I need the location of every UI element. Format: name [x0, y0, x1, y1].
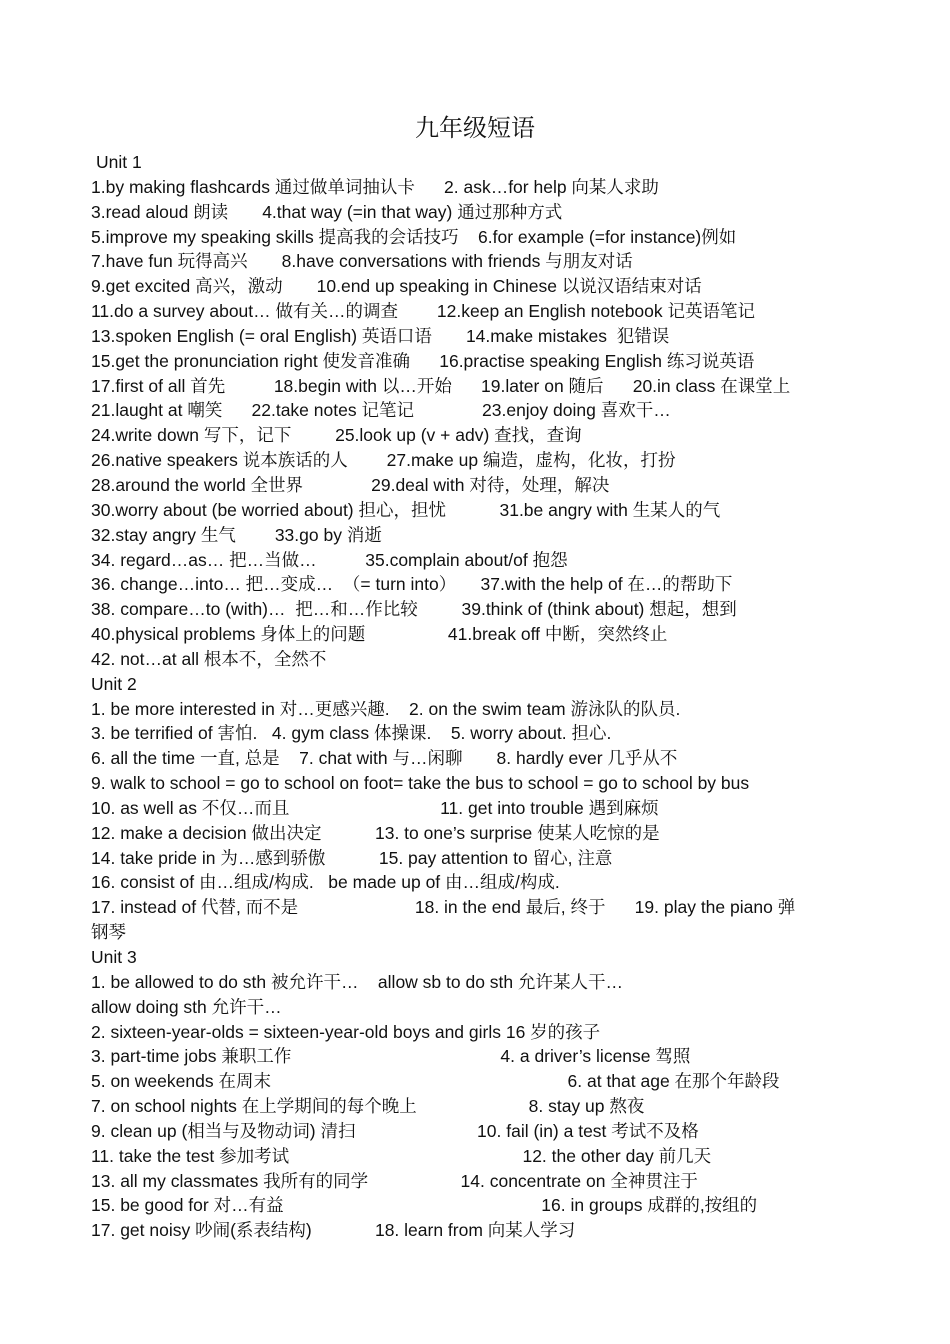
unit-heading: Unit 1	[96, 152, 142, 172]
phrase-line: 36. change…into… 把…变成… （= turn into） 37.with the help of 在…的帮助下	[91, 574, 733, 595]
phrase-line: 17. instead of 代替, 而不是 18. in the end 最后, 终于 19. play the piano 弹	[91, 897, 796, 918]
phrase-line: 17.first of all 首先 18.begin with 以…开始 19.later on 随后 20.in class 在课堂上	[91, 375, 791, 396]
phrase-line: 钢琴	[91, 922, 126, 943]
phrase-line: 15. be good for 对…有益 16. in groups 成群的,按组的	[91, 1195, 758, 1216]
phrase-line: 1. be allowed to do sth 被允许干… allow sb to do sth 允许某人干…	[91, 971, 624, 992]
phrase-line: 42. not…at all 根本不，全然不	[91, 648, 327, 669]
phrase-list	[91, 150, 871, 1243]
phrase-line: 3.read aloud 朗读 4.that way (=in that way) 通过那种方式	[91, 201, 563, 222]
phrase-line: 30.worry about (be worried about) 担心，担忧 31.be angry with 生某人的气	[91, 499, 721, 520]
unit-heading: Unit 2	[91, 673, 137, 694]
phrase-line: 21.laught at 嘲笑 22.take notes 记笔记 23.enjoy doing 喜欢干…	[91, 400, 671, 421]
phrase-line: 28.around the world 全世界 29.deal with 对待，处理，解决	[91, 474, 610, 495]
phrase-line: 26.native speakers 说本族话的人 27.make up 编造，虚构，化妆，打扮	[91, 450, 676, 471]
phrase-line: 11. take the test 参加考试 12. the other day 前几天	[91, 1145, 712, 1166]
phrase-line: 32.stay angry 生气 33.go by 消逝	[91, 524, 382, 545]
phrase-line: 24.write down 写下，记下 25.look up (v + adv) 查找，查询	[91, 425, 582, 446]
phrase-line: 5.improve my speaking skills 提高我的会话技巧 6.for example (=for instance)例如	[91, 226, 737, 247]
phrase-line: 5. on weekends 在周末 6. at that age 在那个年龄段	[91, 1071, 780, 1092]
phrase-line: 1. be more interested in 对…更感兴趣. 2. on the swim team 游泳队的队员.	[91, 698, 681, 719]
phrase-line: 38. compare…to (with)… 把…和…作比较 39.think of (think about) 想起，想到	[91, 599, 737, 620]
phrase-line: 16. consist of 由…组成/构成. be made up of 由…组成/构成.	[91, 872, 560, 893]
phrase-line: 40.physical problems 身体上的问题 41.break off 中断，突然终止	[91, 624, 668, 645]
phrase-line: 7. on school nights 在上学期间的每个晚上 8. stay up 熬夜	[91, 1096, 645, 1117]
phrase-line: 14. take pride in 为…感到骄傲 15. pay attention to 留心, 注意	[91, 847, 613, 868]
phrase-line: 12. make a decision 做出决定 13. to one’s surprise 使某人吃惊的是	[91, 822, 660, 843]
phrase-line: allow doing sth 允许干…	[91, 996, 282, 1017]
phrase-line: 13. all my classmates 我所有的同学 14. concentrate on 全神贯注于	[91, 1170, 698, 1191]
phrase-line: 2. sixteen-year-olds = sixteen-year-old boys and girls 16 岁的孩子	[91, 1021, 601, 1042]
page-title: 九年级短语	[415, 114, 535, 142]
phrase-line: 15.get the pronunciation right 使发音准确 16.practise speaking English 练习说英语	[91, 350, 755, 371]
phrase-line: 17. get noisy 吵闹(系表结构) 18. learn from 向某人学习	[91, 1220, 576, 1241]
phrase-line: 3. be terrified of 害怕. 4. gym class 体操课. 5. worry about. 担心.	[91, 723, 612, 744]
phrase-line: 34. regard…as… 把…当做… 35.complain about/of 抱怨	[91, 549, 568, 570]
unit-heading: Unit 3	[91, 947, 137, 967]
phrase-line: 3. part-time jobs 兼职工作 4. a driver’s license 驾照	[91, 1046, 691, 1067]
phrase-line: 9.get excited 高兴，激动 10.end up speaking in Chinese 以说汉语结束对话	[91, 276, 702, 297]
phrase-line: 7.have fun 玩得高兴 8.have conversations with friends 与朋友对话	[91, 251, 633, 272]
phrase-line: 9. clean up (相当与及物动词) 清扫 10. fail (in) a test 考试不及格	[91, 1120, 699, 1141]
phrase-line: 13.spoken English (= oral English) 英语口语 14.make mistakes 犯错误	[91, 325, 670, 346]
phrase-line: 10. as well as 不仅…而且 11. get into trouble 遇到麻烦	[91, 797, 659, 818]
phrase-line: 9. walk to school = go to school on foot= take the bus to school = go to school by bus	[91, 773, 750, 794]
phrase-line: 6. all the time 一直, 总是 7. chat with 与…闲聊 8. hardly ever 几乎从不	[91, 748, 678, 769]
phrase-line: 11.do a survey about… 做有关…的调查 12.keep an English notebook 记英语笔记	[91, 301, 755, 322]
phrase-line: 1.by making flashcards 通过做单词抽认卡 2. ask…for help 向某人求助	[91, 176, 659, 197]
